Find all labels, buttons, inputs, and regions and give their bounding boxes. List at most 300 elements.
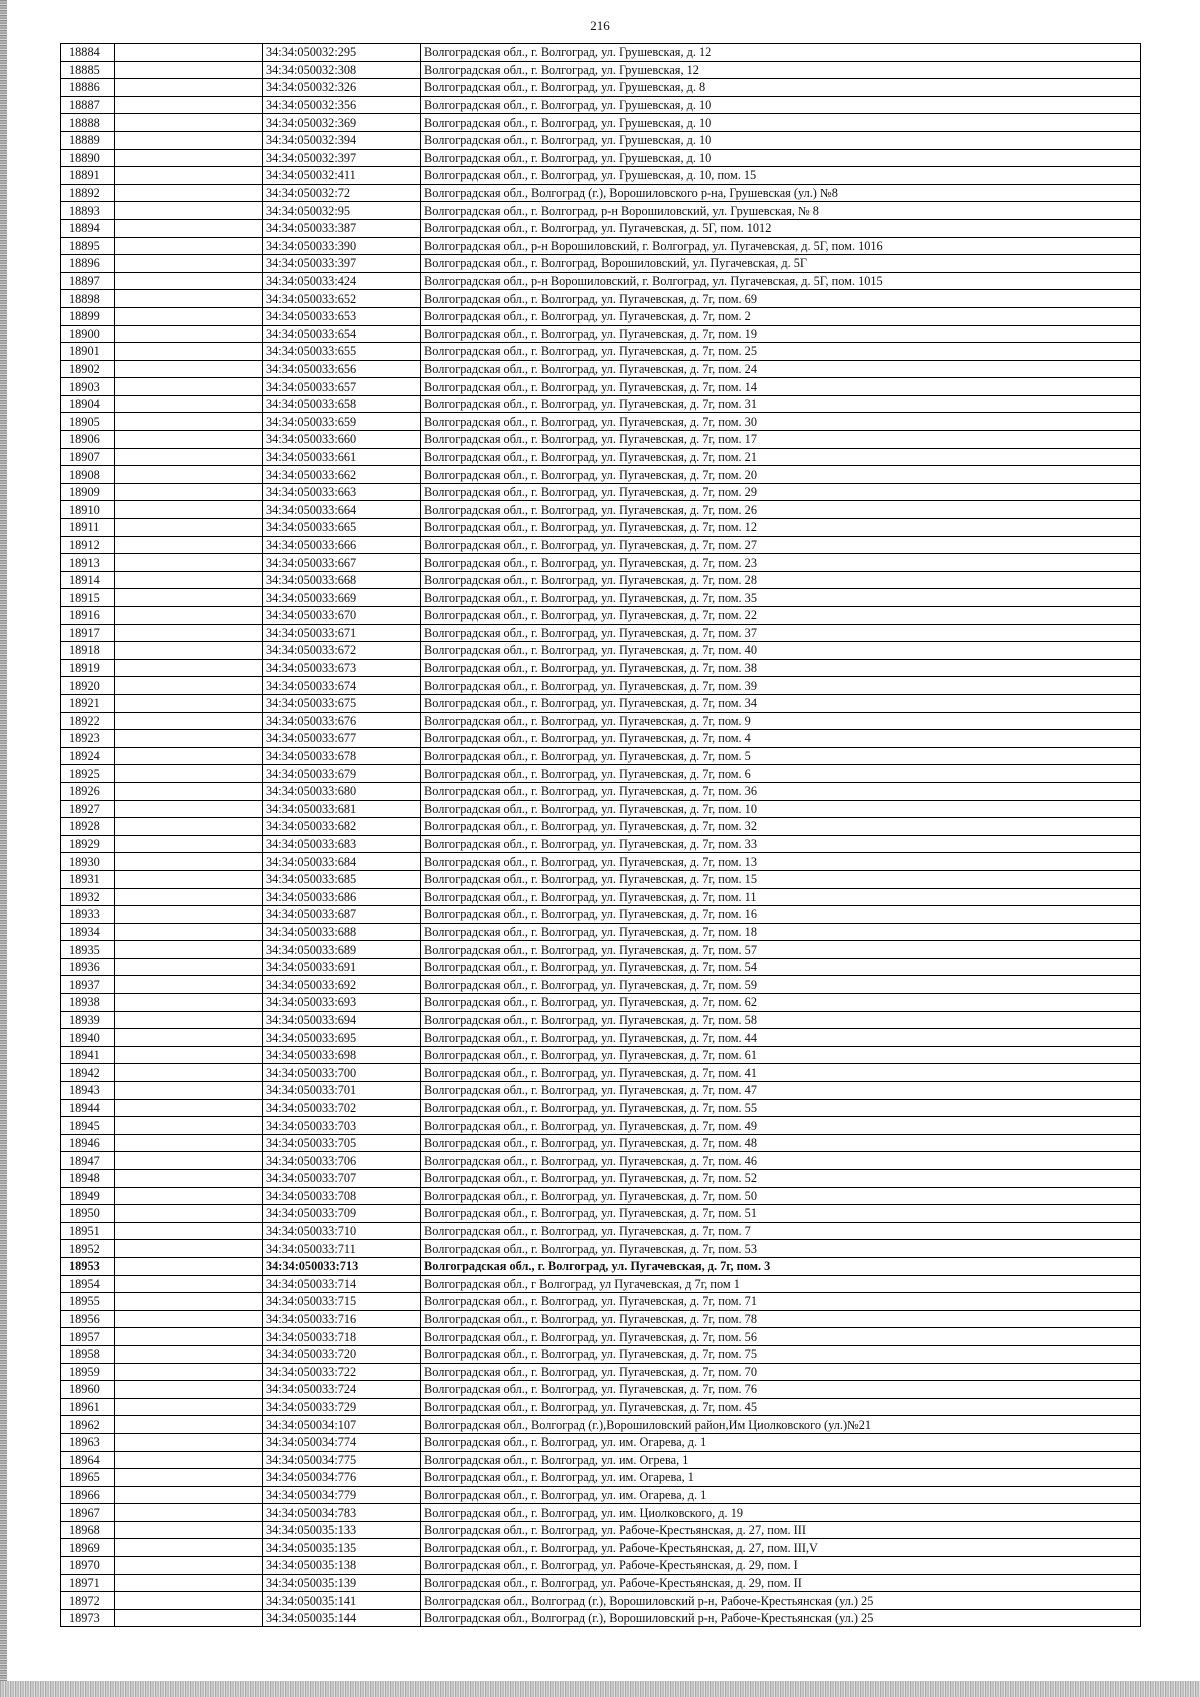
table-row — [61, 1187, 1141, 1205]
table-row — [61, 325, 1141, 343]
cadastral-number: 34:34:050033:714 — [263, 1275, 421, 1293]
row-number: 18955 — [61, 1293, 115, 1311]
address: Волгоградская обл., г. Волгоград, ул. Пугачевская, д. 7г, пом. 41 — [421, 1064, 1141, 1082]
table-row — [61, 519, 1141, 537]
row-number: 18970 — [61, 1557, 115, 1575]
cadastral-number: 34:34:050033:655 — [263, 343, 421, 361]
table-row — [61, 149, 1141, 167]
cadastral-number: 34:34:050033:688 — [263, 923, 421, 941]
table-row — [61, 1433, 1141, 1451]
address: Волгоградская обл., г. Волгоград, ул. Пугачевская, д. 7г, пом. 78 — [421, 1310, 1141, 1328]
cadastral-number: 34:34:050033:661 — [263, 448, 421, 466]
row-number: 18954 — [61, 1275, 115, 1293]
cadastral-number: 34:34:050033:695 — [263, 1029, 421, 1047]
empty-cell — [115, 1082, 263, 1100]
address: Волгоградская обл., г. Волгоград, ул. Пугачевская, д. 7г, пом. 47 — [421, 1082, 1141, 1100]
cadastral-number: 34:34:050033:687 — [263, 906, 421, 924]
row-number: 18940 — [61, 1029, 115, 1047]
address: Волгоградская обл., г. Волгоград, ул. Пугачевская, д. 7г, пом. 6 — [421, 765, 1141, 783]
empty-cell — [115, 255, 263, 273]
address: Волгоградская обл., г Волгоград, ул Пугачевская, д 7г, пом 1 — [421, 1275, 1141, 1293]
empty-cell — [115, 1064, 263, 1082]
address: Волгоградская обл., г. Волгоград, ул. Грушевская, д. 10 — [421, 114, 1141, 132]
table-row — [61, 589, 1141, 607]
cadastral-number: 34:34:050032:394 — [263, 131, 421, 149]
row-number: 18886 — [61, 79, 115, 97]
row-number: 18950 — [61, 1205, 115, 1223]
cadastral-number: 34:34:050033:664 — [263, 501, 421, 519]
address: Волгоградская обл., г. Волгоград, ул. Рабоче-Крестьянская, д. 29, пом. I — [421, 1557, 1141, 1575]
empty-cell — [115, 149, 263, 167]
table-row — [61, 483, 1141, 501]
table-row — [61, 1064, 1141, 1082]
empty-cell — [115, 167, 263, 185]
cadastral-number: 34:34:050034:779 — [263, 1486, 421, 1504]
table-row — [61, 1609, 1141, 1627]
row-number: 18929 — [61, 835, 115, 853]
row-number: 18960 — [61, 1381, 115, 1399]
cadastral-number: 34:34:050035:144 — [263, 1609, 421, 1627]
table-row — [61, 1504, 1141, 1522]
address: Волгоградская обл., г. Волгоград, ул. Пугачевская, д. 7г, пом. 35 — [421, 589, 1141, 607]
row-number: 18966 — [61, 1486, 115, 1504]
address: Волгоградская обл., г. Волгоград, ул. Пугачевская, д. 7г, пом. 11 — [421, 888, 1141, 906]
table-row — [61, 96, 1141, 114]
cadastral-number: 34:34:050033:656 — [263, 360, 421, 378]
cadastral-number: 34:34:050033:724 — [263, 1381, 421, 1399]
empty-cell — [115, 290, 263, 308]
table-row — [61, 501, 1141, 519]
cadastral-number: 34:34:050033:658 — [263, 395, 421, 413]
empty-cell — [115, 1011, 263, 1029]
cadastral-number: 34:34:050033:674 — [263, 677, 421, 695]
table-row — [61, 1170, 1141, 1188]
table-row — [61, 1539, 1141, 1557]
row-number: 18928 — [61, 818, 115, 836]
empty-cell — [115, 835, 263, 853]
empty-cell — [115, 1451, 263, 1469]
cadastral-number: 34:34:050033:652 — [263, 290, 421, 308]
empty-cell — [115, 1398, 263, 1416]
row-number: 18901 — [61, 343, 115, 361]
table-row — [61, 1205, 1141, 1223]
address: Волгоградская обл., г. Волгоград, ул. Пугачевская, д. 7г, пом. 48 — [421, 1134, 1141, 1152]
row-number: 18921 — [61, 694, 115, 712]
row-number: 18944 — [61, 1099, 115, 1117]
cadastral-number: 34:34:050033:387 — [263, 219, 421, 237]
address: Волгоградская обл., г. Волгоград, Ворошиловский, ул. Пугачевская, д. 5Г — [421, 255, 1141, 273]
address: Волгоградская обл., г. Волгоград, ул. Пугачевская, д. 7г, пом. 9 — [421, 712, 1141, 730]
table-row — [61, 61, 1141, 79]
cadastral-number: 34:34:050033:670 — [263, 607, 421, 625]
table-row — [61, 765, 1141, 783]
empty-cell — [115, 730, 263, 748]
row-number: 18968 — [61, 1521, 115, 1539]
row-number: 18962 — [61, 1416, 115, 1434]
row-number: 18907 — [61, 448, 115, 466]
table-row — [61, 1011, 1141, 1029]
empty-cell — [115, 1381, 263, 1399]
empty-cell — [115, 1134, 263, 1152]
cadastral-number: 34:34:050033:675 — [263, 694, 421, 712]
cadastral-number: 34:34:050032:308 — [263, 61, 421, 79]
table-row — [61, 1521, 1141, 1539]
address: Волгоградская обл., г. Волгоград, ул. Пугачевская, д. 7г, пом. 14 — [421, 378, 1141, 396]
cadastral-number: 34:34:050033:707 — [263, 1170, 421, 1188]
cadastral-number: 34:34:050033:671 — [263, 624, 421, 642]
empty-cell — [115, 1117, 263, 1135]
empty-cell — [115, 1029, 263, 1047]
table-row — [61, 958, 1141, 976]
empty-cell — [115, 431, 263, 449]
table-row — [61, 677, 1141, 695]
empty-cell — [115, 554, 263, 572]
empty-cell — [115, 906, 263, 924]
row-number: 18890 — [61, 149, 115, 167]
cadastral-number: 34:34:050033:669 — [263, 589, 421, 607]
empty-cell — [115, 1310, 263, 1328]
cadastral-number: 34:34:050032:95 — [263, 202, 421, 220]
table-row — [61, 1275, 1141, 1293]
empty-cell — [115, 1469, 263, 1487]
empty-cell — [115, 184, 263, 202]
row-number: 18947 — [61, 1152, 115, 1170]
row-number: 18910 — [61, 501, 115, 519]
cadastral-number: 34:34:050032:295 — [263, 44, 421, 62]
empty-cell — [115, 1609, 263, 1627]
cadastral-number: 34:34:050033:693 — [263, 994, 421, 1012]
row-number: 18946 — [61, 1134, 115, 1152]
row-number: 18906 — [61, 431, 115, 449]
cadastral-number: 34:34:050032:397 — [263, 149, 421, 167]
address: Волгоградская обл., Волгоград (г.), Ворошиловский р-н, Рабоче-Крестьянская (ул.) 25 — [421, 1592, 1141, 1610]
cadastral-number: 34:34:050033:681 — [263, 800, 421, 818]
table-row — [61, 44, 1141, 62]
address: Волгоградская обл., г. Волгоград, ул. Пугачевская, д. 7г, пом. 44 — [421, 1029, 1141, 1047]
empty-cell — [115, 202, 263, 220]
empty-cell — [115, 1539, 263, 1557]
empty-cell — [115, 589, 263, 607]
empty-cell — [115, 818, 263, 836]
empty-cell — [115, 1521, 263, 1539]
table-row — [61, 1134, 1141, 1152]
cadastral-number: 34:34:050033:711 — [263, 1240, 421, 1258]
table-row — [61, 1469, 1141, 1487]
row-number: 18939 — [61, 1011, 115, 1029]
table-row — [61, 800, 1141, 818]
empty-cell — [115, 1275, 263, 1293]
row-number: 18942 — [61, 1064, 115, 1082]
table-row — [61, 1345, 1141, 1363]
cadastral-number: 34:34:050033:680 — [263, 782, 421, 800]
table-row — [61, 976, 1141, 994]
row-number: 18889 — [61, 131, 115, 149]
cadastral-number: 34:34:050033:685 — [263, 870, 421, 888]
row-number: 18900 — [61, 325, 115, 343]
row-number: 18938 — [61, 994, 115, 1012]
empty-cell — [115, 994, 263, 1012]
table-row — [61, 571, 1141, 589]
address: Волгоградская обл., г. Волгоград, ул. Пугачевская, д. 7г, пом. 28 — [421, 571, 1141, 589]
empty-cell — [115, 61, 263, 79]
empty-cell — [115, 1345, 263, 1363]
cadastral-number: 34:34:050033:672 — [263, 642, 421, 660]
empty-cell — [115, 219, 263, 237]
table-row — [61, 307, 1141, 325]
row-number: 18935 — [61, 941, 115, 959]
address: Волгоградская обл., г. Волгоград, ул. Пугачевская, д. 7г, пом. 69 — [421, 290, 1141, 308]
address: Волгоградская обл., г. Волгоград, ул. Пугачевская, д. 7г, пом. 17 — [421, 431, 1141, 449]
empty-cell — [115, 1328, 263, 1346]
row-number: 18894 — [61, 219, 115, 237]
table-row — [61, 1293, 1141, 1311]
cadastral-number: 34:34:050034:776 — [263, 1469, 421, 1487]
address: Волгоградская обл., г. Волгоград, ул. Пугачевская, д. 7г, пом. 70 — [421, 1363, 1141, 1381]
scan-edge-left — [0, 0, 7, 1697]
cadastral-number: 34:34:050033:666 — [263, 536, 421, 554]
empty-cell — [115, 747, 263, 765]
row-number: 18897 — [61, 272, 115, 290]
empty-cell — [115, 1592, 263, 1610]
cadastral-number: 34:34:050032:356 — [263, 96, 421, 114]
cadastral-number: 34:34:050033:654 — [263, 325, 421, 343]
empty-cell — [115, 378, 263, 396]
cadastral-number: 34:34:050033:691 — [263, 958, 421, 976]
empty-cell — [115, 571, 263, 589]
cadastral-number: 34:34:050033:706 — [263, 1152, 421, 1170]
address: Волгоградская обл., г. Волгоград, ул. Пугачевская, д. 7г, пом. 53 — [421, 1240, 1141, 1258]
address: Волгоградская обл., г. Волгоград, ул. Грушевская, д. 10 — [421, 149, 1141, 167]
empty-cell — [115, 466, 263, 484]
table-row — [61, 184, 1141, 202]
cadastral-number: 34:34:050035:135 — [263, 1539, 421, 1557]
row-number: 18892 — [61, 184, 115, 202]
empty-cell — [115, 888, 263, 906]
table-row — [61, 923, 1141, 941]
address: Волгоградская обл., г. Волгоград, ул. Пугачевская, д. 5Г, пом. 1012 — [421, 219, 1141, 237]
table-row — [61, 730, 1141, 748]
row-number: 18949 — [61, 1187, 115, 1205]
empty-cell — [115, 607, 263, 625]
address: Волгоградская обл., г. Волгоград, ул. Пугачевская, д. 7г, пом. 50 — [421, 1187, 1141, 1205]
row-number: 18895 — [61, 237, 115, 255]
empty-cell — [115, 1046, 263, 1064]
empty-cell — [115, 1205, 263, 1223]
empty-cell — [115, 765, 263, 783]
address: Волгоградская обл., г. Волгоград, ул. Грушевская, д. 10 — [421, 131, 1141, 149]
address: Волгоградская обл., г. Волгоград, ул. Пугачевская, д. 7г, пом. 46 — [421, 1152, 1141, 1170]
table-row — [61, 888, 1141, 906]
row-number: 18920 — [61, 677, 115, 695]
empty-cell — [115, 712, 263, 730]
address: Волгоградская обл., г. Волгоград, ул. Пугачевская, д. 7г, пом. 76 — [421, 1381, 1141, 1399]
cadastral-number: 34:34:050034:107 — [263, 1416, 421, 1434]
cadastral-number: 34:34:050033:689 — [263, 941, 421, 959]
address: Волгоградская обл., г. Волгоград, ул. Пугачевская, д. 7г, пом. 21 — [421, 448, 1141, 466]
address: Волгоградская обл., г. Волгоград, ул. Пугачевская, д. 7г, пом. 12 — [421, 519, 1141, 537]
table-row — [61, 694, 1141, 712]
table-row — [61, 167, 1141, 185]
table-row — [61, 1046, 1141, 1064]
row-number: 18917 — [61, 624, 115, 642]
table-row — [61, 1416, 1141, 1434]
row-number: 18934 — [61, 923, 115, 941]
row-number: 18915 — [61, 589, 115, 607]
empty-cell — [115, 1504, 263, 1522]
cadastral-number: 34:34:050033:424 — [263, 272, 421, 290]
cadastral-number: 34:34:050035:141 — [263, 1592, 421, 1610]
table-row — [61, 131, 1141, 149]
empty-cell — [115, 694, 263, 712]
row-number: 18926 — [61, 782, 115, 800]
table-row — [61, 1381, 1141, 1399]
row-number: 18902 — [61, 360, 115, 378]
table-row — [61, 272, 1141, 290]
empty-cell — [115, 677, 263, 695]
cadastral-number: 34:34:050033:668 — [263, 571, 421, 589]
scan-edge-bottom — [0, 1681, 1200, 1697]
address: Волгоградская обл., г. Волгоград, ул. Пугачевская, д. 7г, пом. 22 — [421, 607, 1141, 625]
cadastral-number: 34:34:050032:369 — [263, 114, 421, 132]
table-row — [61, 79, 1141, 97]
row-number: 18952 — [61, 1240, 115, 1258]
row-number: 18927 — [61, 800, 115, 818]
empty-cell — [115, 782, 263, 800]
empty-cell — [115, 483, 263, 501]
address: Волгоградская обл., г. Волгоград, ул. Рабоче-Крестьянская, д. 29, пом. II — [421, 1574, 1141, 1592]
cadastral-number: 34:34:050033:665 — [263, 519, 421, 537]
cadastral-number: 34:34:050033:663 — [263, 483, 421, 501]
table-row — [61, 114, 1141, 132]
cadastral-number: 34:34:050035:139 — [263, 1574, 421, 1592]
cadastral-number: 34:34:050034:774 — [263, 1433, 421, 1451]
address: Волгоградская обл., г. Волгоград, ул. Пугачевская, д. 7г, пом. 36 — [421, 782, 1141, 800]
address: Волгоградская обл., г. Волгоград, ул. Пугачевская, д. 7г, пом. 55 — [421, 1099, 1141, 1117]
address: Волгоградская обл., г. Волгоград, ул. Пугачевская, д. 7г, пом. 15 — [421, 870, 1141, 888]
empty-cell — [115, 44, 263, 62]
table-row — [61, 237, 1141, 255]
address: Волгоградская обл., г. Волгоград, ул. Пугачевская, д. 7г, пом. 40 — [421, 642, 1141, 660]
cadastral-number: 34:34:050033:662 — [263, 466, 421, 484]
cadastral-number: 34:34:050033:390 — [263, 237, 421, 255]
cadastral-number: 34:34:050035:133 — [263, 1521, 421, 1539]
table-row — [61, 413, 1141, 431]
row-number: 18909 — [61, 483, 115, 501]
address: Волгоградская обл., г. Волгоград, ул. Пугачевская, д. 7г, пом. 5 — [421, 747, 1141, 765]
table-row — [61, 1592, 1141, 1610]
row-number: 18941 — [61, 1046, 115, 1064]
row-number: 18911 — [61, 519, 115, 537]
empty-cell — [115, 307, 263, 325]
row-number: 18964 — [61, 1451, 115, 1469]
address: Волгоградская обл., Волгоград (г.),Ворошиловский район,Им Циолковского (ул.)№21 — [421, 1416, 1141, 1434]
cadastral-number: 34:34:050033:667 — [263, 554, 421, 572]
address: Волгоградская обл., г. Волгоград, ул. Пугачевская, д. 7г, пом. 71 — [421, 1293, 1141, 1311]
row-number: 18961 — [61, 1398, 115, 1416]
empty-cell — [115, 395, 263, 413]
cadastral-number: 34:34:050034:783 — [263, 1504, 421, 1522]
address: Волгоградская обл., г. Волгоград, ул. Грушевская, д. 12 — [421, 44, 1141, 62]
table-row — [61, 360, 1141, 378]
table-row — [61, 448, 1141, 466]
address: Волгоградская обл., г. Волгоград, ул. Пугачевская, д. 7г, пом. 33 — [421, 835, 1141, 853]
cadastral-number: 34:34:050033:705 — [263, 1134, 421, 1152]
table-row — [61, 818, 1141, 836]
row-number: 18963 — [61, 1433, 115, 1451]
row-number: 18945 — [61, 1117, 115, 1135]
row-number: 18959 — [61, 1363, 115, 1381]
cadastral-number: 34:34:050033:709 — [263, 1205, 421, 1223]
row-number: 18898 — [61, 290, 115, 308]
address: Волгоградская обл., г. Волгоград, ул. Пугачевская, д. 7г, пом. 37 — [421, 624, 1141, 642]
address: Волгоградская обл., г. Волгоград, р-н Ворошиловский, ул. Грушевская, № 8 — [421, 202, 1141, 220]
address: Волгоградская обл., г. Волгоград, ул. Пугачевская, д. 7г, пом. 38 — [421, 659, 1141, 677]
row-number: 18948 — [61, 1170, 115, 1188]
empty-cell — [115, 519, 263, 537]
address: Волгоградская обл., г. Волгоград, ул. Пугачевская, д. 7г, пом. 13 — [421, 853, 1141, 871]
row-number: 18972 — [61, 1592, 115, 1610]
table-row — [61, 536, 1141, 554]
table-row — [61, 607, 1141, 625]
empty-cell — [115, 1257, 263, 1275]
table-row — [61, 1029, 1141, 1047]
row-number: 18932 — [61, 888, 115, 906]
address: Волгоградская обл., г. Волгоград, ул. им. Огрева, 1 — [421, 1451, 1141, 1469]
table-row — [61, 431, 1141, 449]
row-number: 18899 — [61, 307, 115, 325]
table-row — [61, 994, 1141, 1012]
row-number: 18973 — [61, 1609, 115, 1627]
row-number: 18904 — [61, 395, 115, 413]
row-number: 18933 — [61, 906, 115, 924]
address: Волгоградская обл., р-н Ворошиловский, г. Волгоград, ул. Пугачевская, д. 5Г, пом. 1015 — [421, 272, 1141, 290]
table-row — [61, 1117, 1141, 1135]
empty-cell — [115, 1363, 263, 1381]
address: Волгоградская обл., г. Волгоград, ул. Пугачевская, д. 7г, пом. 29 — [421, 483, 1141, 501]
row-number: 18936 — [61, 958, 115, 976]
empty-cell — [115, 1433, 263, 1451]
address: Волгоградская обл., г. Волгоград, ул. Пугачевская, д. 7г, пом. 26 — [421, 501, 1141, 519]
table-row — [61, 1363, 1141, 1381]
cadastral-number: 34:34:050033:692 — [263, 976, 421, 994]
empty-cell — [115, 976, 263, 994]
cadastral-number: 34:34:050033:729 — [263, 1398, 421, 1416]
table-row — [61, 642, 1141, 660]
empty-cell — [115, 642, 263, 660]
row-number: 18967 — [61, 1504, 115, 1522]
row-number: 18908 — [61, 466, 115, 484]
cadastral-number: 34:34:050033:653 — [263, 307, 421, 325]
cadastral-number: 34:34:050033:678 — [263, 747, 421, 765]
empty-cell — [115, 1416, 263, 1434]
row-number: 18893 — [61, 202, 115, 220]
address: Волгоградская обл., г. Волгоград, ул. Пугачевская, д. 7г, пом. 3 — [421, 1257, 1141, 1275]
address: Волгоградская обл., г. Волгоград, ул. Пугачевская, д. 7г, пом. 23 — [421, 554, 1141, 572]
cadastral-number: 34:34:050033:720 — [263, 1345, 421, 1363]
table-row — [61, 1222, 1141, 1240]
address: Волгоградская обл., г. Волгоград, ул. им. Огарева, 1 — [421, 1469, 1141, 1487]
empty-cell — [115, 1240, 263, 1258]
row-number: 18887 — [61, 96, 115, 114]
empty-cell — [115, 1486, 263, 1504]
cadastral-number: 34:34:050033:659 — [263, 413, 421, 431]
empty-cell — [115, 1187, 263, 1205]
address: Волгоградская обл., г. Волгоград, ул. Пугачевская, д. 7г, пом. 24 — [421, 360, 1141, 378]
table-row — [61, 290, 1141, 308]
address: Волгоградская обл., г. Волгоград, ул. Грушевская, д. 10, пом. 15 — [421, 167, 1141, 185]
row-number: 18925 — [61, 765, 115, 783]
table-row — [61, 870, 1141, 888]
